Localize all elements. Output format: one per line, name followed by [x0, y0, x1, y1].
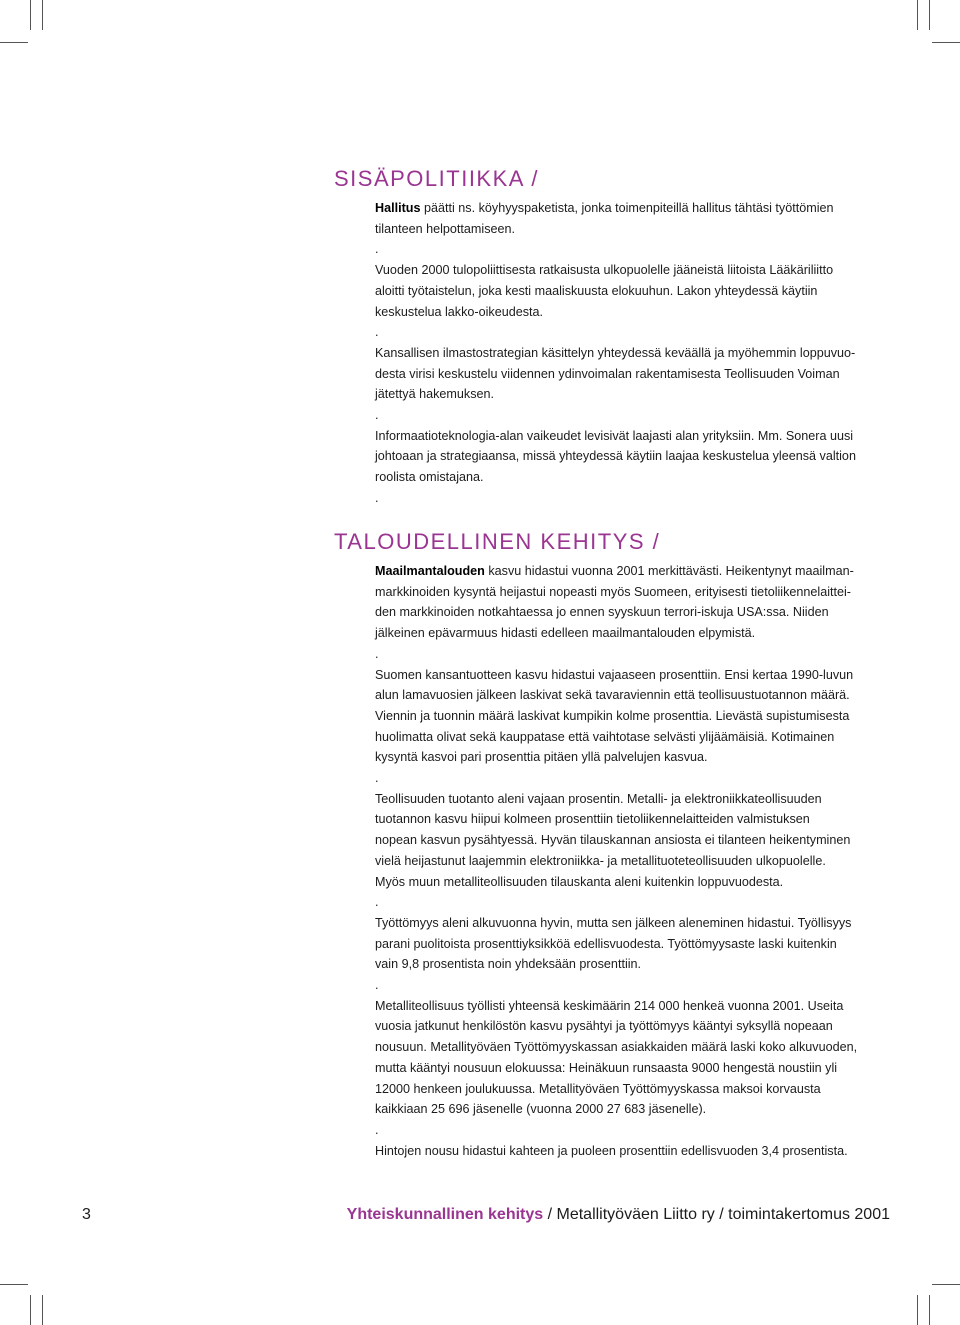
paragraph-line: huolimatta olivat sekä kauppatase että vaihtotase selvästi ylijäämäisiä. Kotimainen	[375, 729, 835, 744]
paragraph-line: keskustelua lakko-oikeudesta.	[375, 304, 544, 319]
footer-chapter: Yhteiskunnallinen kehitys	[346, 1206, 544, 1223]
section-body-sisapolitiikka	[375, 198, 895, 508]
footer-running-title	[347, 1203, 890, 1227]
footer-separator: /	[714, 1206, 729, 1223]
paragraph-line: Kansallisen ilmastostrategian käsittelyn yhteydessä keväällä ja myöhemmin loppuvuo-	[375, 345, 856, 360]
paragraph-line: Hintojen nousu hidastui kahteen ja puoleen prosenttiin edellisvuoden 3,4 prosentista.	[375, 1143, 848, 1158]
section-body-taloudellinen-kehitys	[375, 561, 895, 1161]
separator-dot: .	[375, 1122, 379, 1137]
paragraph	[375, 198, 895, 239]
separator-dot: .	[375, 490, 379, 505]
paragraph-line: johtoaan ja strategiaansa, missä yhteydessä käytiin laajaa keskustelua yleensä valtion	[375, 449, 856, 464]
crop-mark	[42, 1295, 43, 1325]
paragraph-line: Suomen kansantuotteen kasvu hidastui vajaaseen prosenttiin. Ensi kertaa 1990-luvun	[375, 667, 854, 682]
paragraph-line: vain 9,8 prosentista noin yhdeksään prosenttiin.	[375, 957, 642, 972]
paragraph-line: Maailmantalouden kasvu hidastui vuonna 2001 merkittävästi. Heikentynyt maailman-	[375, 564, 854, 578]
paragraph	[375, 996, 895, 1120]
paragraph-line: Viennin ja tuonnin määrä laskivat kumpikin kolme prosenttia. Lievästä supistumisesta	[375, 708, 850, 723]
paragraph	[375, 561, 895, 644]
paragraph-line: tuotannon kasvu hiipui kolmeen prosenttiin tietoliikennelaitteiden valmistuksen	[375, 812, 810, 827]
crop-mark	[0, 42, 28, 43]
paragraph-line: mutta kääntyi nousuun elokuussa: Heinäkuun runsaasta 9000 hengestä noustiin yli	[375, 1060, 838, 1075]
paragraph-line: Teollisuuden tuotanto aleni vajaan prosentin. Metalli- ja elektroniikkateollisuuden	[375, 791, 822, 806]
crop-mark	[917, 1295, 918, 1325]
paragraph-line: Myös muun metalliteollisuuden tilauskanta aleni kuitenkin loppuvuodesta.	[375, 874, 784, 889]
crop-mark	[0, 1284, 28, 1285]
paragraph	[375, 789, 895, 893]
paragraph-line: jälkeinen epävarmuus hidasti edelleen maailmantalouden elpymistä.	[375, 626, 756, 641]
crop-mark	[30, 0, 31, 30]
crop-mark	[30, 1295, 31, 1325]
separator-dot: .	[375, 408, 379, 422]
crop-mark	[932, 42, 960, 43]
crop-mark	[917, 0, 918, 30]
footer-report: toimintakertomus 2001	[728, 1206, 890, 1223]
separator-dot: .	[375, 895, 379, 910]
paragraph	[375, 665, 895, 769]
paragraph-lead: Maailmantalouden	[375, 564, 485, 578]
paragraph-line: nousuun. Metallityöväen Työttömyyskassan asiakkaiden määrä laski koko alkuvuoden,	[375, 1040, 858, 1055]
paragraph-line: Vuoden 2000 tulopoliittisesta ratkaisusta ulkopuolelle jääneistä liitoista Lääkäriliitto	[375, 263, 834, 278]
crop-mark	[929, 0, 930, 30]
footer-separator: /	[543, 1206, 557, 1223]
paragraph-line: den markkinoiden notkahtaessa jo ennen syyskuun terrori-iskuja USA:ssa. Niiden	[375, 605, 829, 620]
paragraph-line: Metalliteollisuus työllisti yhteensä keskimäärin 214 000 henkeä vuonna 2001. Useita	[375, 998, 844, 1013]
separator-dot: .	[375, 646, 379, 661]
paragraph-line: alun lamavuosien jälkeen laskivat sekä tavaraviennin että teollisuustuotannon määrä.	[375, 688, 850, 703]
separator-dot: .	[375, 242, 379, 257]
crop-mark	[42, 0, 43, 30]
paragraph-line: nopean kasvun pysähtyessä. Hyvän tilauskannan ansiosta ei tilanteen heikentyminen	[375, 833, 851, 848]
paragraph	[375, 426, 895, 488]
paragraph-line: aloitti työtaistelun, joka kesti maaliskuusta elokuuhun. Lakon yhteydessä käytiin	[375, 283, 818, 298]
paragraph-line: kysyntä kasvoi pari prosenttia pitäen yllä palvelujen kasvua.	[375, 750, 708, 765]
paragraph-line: kaikkiaan 25 696 jäsenelle (vuonna 2000 27 683 jäsenelle).	[375, 1102, 707, 1117]
separator-dot: .	[375, 771, 379, 786]
paragraph-line: 12000 henkeen joulukuussa. Metallityöväen Työttömyyskassa maksoi korvausta	[375, 1081, 821, 1096]
paragraph-line: Informaatioteknologia-alan vaikeudet levisivät laajasti alan yrityksiin. Mm. Sonera uusi	[375, 428, 854, 443]
paragraph-line: jätettyä hakemuksen.	[375, 387, 495, 402]
crop-mark	[932, 1284, 960, 1285]
separator-dot: .	[375, 325, 379, 340]
section-title-sisapolitiikka: SISÄPOLITIIKKA /	[334, 166, 539, 191]
paragraph-line: tilanteen helpottamiseen.	[375, 221, 516, 236]
paragraph	[375, 1141, 895, 1162]
page-number: 3	[82, 1206, 91, 1223]
paragraph-lead: Hallitus	[375, 201, 421, 215]
paragraph-line: markkinoiden kysyntä heijastui nopeasti myös Suomeen, erityisesti tietoliikennelaittei-	[375, 584, 851, 599]
paragraph-line: roolista omistajana.	[375, 470, 484, 485]
footer-organization: Metallityöväen Liitto ry	[556, 1206, 715, 1223]
paragraph-line: desta virisi keskustelu viidennen ydinvoimalan rakentamisesta Teollisuuden Voiman	[375, 366, 840, 381]
paragraph-line: Työttömyys aleni alkuvuonna hyvin, mutta sen jälkeen aleneminen hidastui. Työllisyys	[375, 915, 852, 930]
paragraph-line: vielä heijastunut laajemmin elektroniikka- ja metallituoteteollisuuden ulkopuolelle.	[375, 853, 826, 868]
paragraph	[375, 913, 895, 975]
crop-mark	[929, 1295, 930, 1325]
page-footer	[0, 1203, 960, 1227]
paragraph-line: vuosia jatkunut henkilöstön kasvu pysähtyi ja työttömyys kääntyi syksyllä nopeaan	[375, 1019, 833, 1034]
separator-dot: .	[375, 978, 379, 993]
paragraph-line: parani puolitoista prosenttiyksikköä edellisvuodesta. Työttömyysaste laski kuitenkin	[375, 936, 837, 951]
paragraph	[375, 343, 895, 405]
paragraph-line: Hallitus päätti ns. köyhyyspaketista, jonka toimenpiteillä hallitus tähtäsi työttömien	[375, 201, 834, 215]
paragraph	[375, 260, 895, 322]
section-title-taloudellinen-kehitys: TALOUDELLINEN KEHITYS /	[334, 529, 661, 554]
